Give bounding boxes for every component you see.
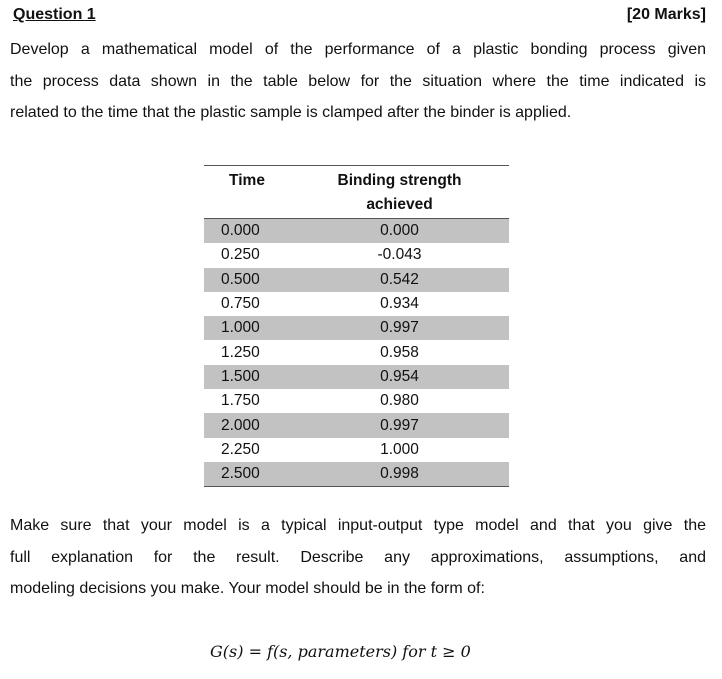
- table-row: [204, 413, 509, 437]
- time-cell: 1.500: [204, 365, 290, 389]
- time-cell: 2.500: [204, 462, 290, 487]
- time-cell: 1.000: [204, 316, 290, 340]
- time-cell: 1.250: [221, 343, 260, 361]
- binding-strength-cell: 1.000: [380, 440, 419, 458]
- time-cell: 2.000: [204, 413, 290, 437]
- time-cell: 1.750: [221, 392, 260, 410]
- binding-strength-cell: 0.542: [290, 268, 509, 292]
- binding-strength-cell: 0.000: [290, 219, 509, 244]
- binding-strength-cell: 0.958: [380, 343, 419, 361]
- instructions-line: full explanation for the result. Describe any approximations, assumptions, and: [10, 548, 706, 566]
- table-body: [204, 219, 509, 487]
- table-row: [204, 268, 509, 292]
- table-row: [204, 365, 509, 389]
- column-header-time: Time: [204, 166, 290, 219]
- table-row: [204, 389, 509, 413]
- intro-line: Develop a mathematical model of the performance of a plastic bonding process given: [10, 41, 706, 58]
- question-header: [13, 6, 706, 30]
- binding-strength-cell: 0.997: [290, 413, 509, 437]
- column-header-binding-strength: [290, 166, 509, 219]
- instructions-line: Make sure that your model is a typical input-output type model and that you give the: [10, 517, 706, 534]
- intro-line: related to the time that the plastic sample is clamped after the binder is applied.: [10, 104, 572, 121]
- instructions-paragraph: [10, 510, 706, 605]
- binding-strength-cell: 0.997: [290, 316, 509, 340]
- time-cell: 0.750: [221, 295, 260, 313]
- time-cell: 2.250: [221, 440, 260, 458]
- table-row: [204, 316, 509, 340]
- time-cell: 0.000: [204, 219, 290, 244]
- time-cell: 0.250: [221, 246, 260, 264]
- binding-strength-cell: -0.043: [377, 246, 422, 264]
- table-header-row: [204, 166, 509, 219]
- binding-strength-cell: 0.934: [380, 295, 419, 313]
- intro-paragraph: [10, 34, 706, 129]
- column-header-strength-line1: Binding strength: [337, 172, 462, 189]
- table-row: [204, 438, 509, 462]
- intro-line: the process data shown in the table below for the situation where the time indicated is: [10, 72, 706, 90]
- model-formula: G(s) = f(s, parameters) for t ≥ 0: [210, 642, 471, 661]
- process-data-table: [204, 165, 509, 487]
- time-cell: 0.500: [204, 268, 290, 292]
- question-marks: [20 Marks]: [626, 6, 706, 23]
- table-row: [204, 340, 509, 364]
- binding-strength-cell: 0.980: [380, 392, 419, 410]
- table-row: [204, 219, 509, 244]
- table-row: [204, 292, 509, 316]
- binding-strength-cell: 0.954: [290, 365, 509, 389]
- table-row: [204, 243, 509, 267]
- table-row: [204, 462, 509, 487]
- column-header-strength-line2: achieved: [366, 196, 433, 213]
- question-title: Question 1: [13, 6, 96, 23]
- binding-strength-cell: 0.998: [290, 462, 509, 487]
- instructions-line: modeling decisions you make. Your model should be in the form of:: [10, 580, 485, 597]
